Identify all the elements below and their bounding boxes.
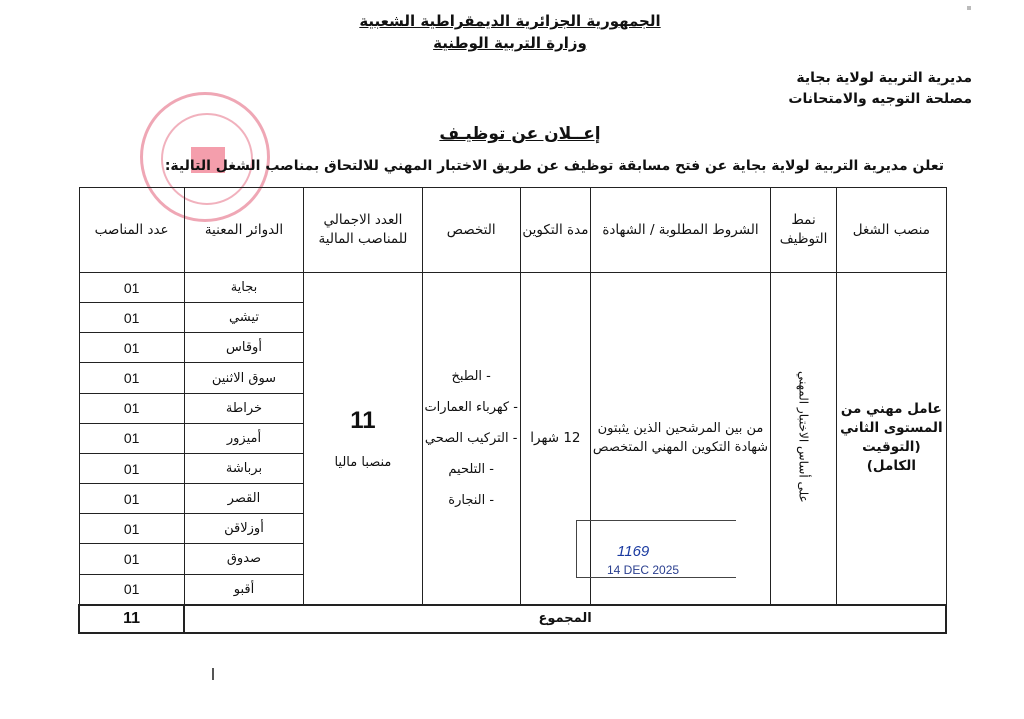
- header-post: منصب الشغل: [837, 188, 946, 273]
- mode-cell: [770, 273, 836, 605]
- district-name: أميزور: [184, 423, 303, 453]
- ministry-name: وزارة التربية الوطنية: [433, 34, 587, 52]
- scan-mark: [212, 668, 214, 680]
- district-name: بجاية: [184, 273, 303, 303]
- specialty-item: - الطبخ: [451, 368, 491, 384]
- district-name: أقبو: [184, 574, 303, 605]
- district-count: 01: [79, 514, 184, 544]
- specialty-item: - التلحيم: [448, 461, 494, 477]
- district-name: سوق الاثنين: [184, 363, 303, 393]
- district-count: 01: [79, 393, 184, 423]
- district-count: 01: [79, 273, 184, 303]
- intro-text: تعلن مديرية التربية لولاية بجاية عن فتح مسابقة توظيف عن طريق الاختبار المهني للالتحاق بمناصب الشغل التالية:: [164, 158, 944, 174]
- specialty-item: - النجارة: [448, 492, 495, 508]
- header-count: عدد المناصب: [79, 188, 184, 273]
- sum-row: [79, 605, 946, 633]
- district-name: صدوق: [184, 544, 303, 574]
- received-date: 14 DEC 2025: [607, 563, 680, 577]
- specialty-item: - كهرباء العمارات: [424, 399, 518, 415]
- district-count: 01: [79, 423, 184, 453]
- header-districts: الدوائر المعنية: [184, 188, 303, 273]
- district-name: تيشي: [184, 303, 303, 333]
- district-name: خراطة: [184, 393, 303, 423]
- header-duration: مدة التكوين: [520, 188, 590, 273]
- specialty-item: - التركيب الصحي: [424, 430, 518, 446]
- directorate-name: مديرية التربية لولاية بجاية: [796, 70, 972, 86]
- district-count: 01: [79, 484, 184, 514]
- specialty-cell: [422, 273, 520, 605]
- district-count: 01: [79, 574, 184, 605]
- sum-label: المجموع: [184, 605, 946, 633]
- header-total: العدد الاجمالي للمناصب المالية: [304, 188, 422, 273]
- district-count: 01: [79, 303, 184, 333]
- header-conditions: الشروط المطلوبة / الشهادة: [591, 188, 771, 273]
- district-count: 01: [79, 363, 184, 393]
- district-count: 01: [79, 333, 184, 363]
- duration-cell: 12 شهرا: [520, 273, 590, 605]
- district-count: 01: [79, 453, 184, 483]
- header-mode: نمط التوظيف: [770, 188, 836, 273]
- total-cell: [304, 273, 422, 605]
- positions-table: [78, 187, 947, 634]
- district-name: القصر: [184, 484, 303, 514]
- sum-value: 11: [79, 605, 184, 633]
- page-title: إعــلان عن توظيـف: [439, 124, 601, 144]
- table-row: [79, 273, 946, 303]
- header-specialty: التخصص: [422, 188, 520, 273]
- service-name: مصلحة التوجيه والامتحانات: [788, 91, 972, 107]
- post-cell: عامل مهني من المستوى الثاني (التوقيت الكامل): [837, 273, 946, 605]
- district-name: أوزلاقن: [184, 514, 303, 544]
- issuer-block: [788, 68, 972, 110]
- total-label: منصبا ماليا: [334, 454, 392, 470]
- received-number: 1169: [617, 543, 650, 560]
- document-header: [330, 10, 690, 54]
- conditions-cell: من بين المرشحين الذين يثبتون شهادة التكوين المهني المتخصص: [591, 273, 771, 605]
- total-value: 11: [350, 406, 376, 434]
- scan-speck: [967, 6, 971, 10]
- district-count: 01: [79, 544, 184, 574]
- district-name: برباشة: [184, 453, 303, 483]
- received-stamp: [576, 520, 736, 578]
- republic-name: الجمهورية الجزائرية الديمقراطية الشعبية: [359, 12, 661, 30]
- district-name: أوقاس: [184, 333, 303, 363]
- mode-text: على أساس الاختبار المهني: [796, 370, 811, 503]
- table-header-row: [79, 188, 946, 273]
